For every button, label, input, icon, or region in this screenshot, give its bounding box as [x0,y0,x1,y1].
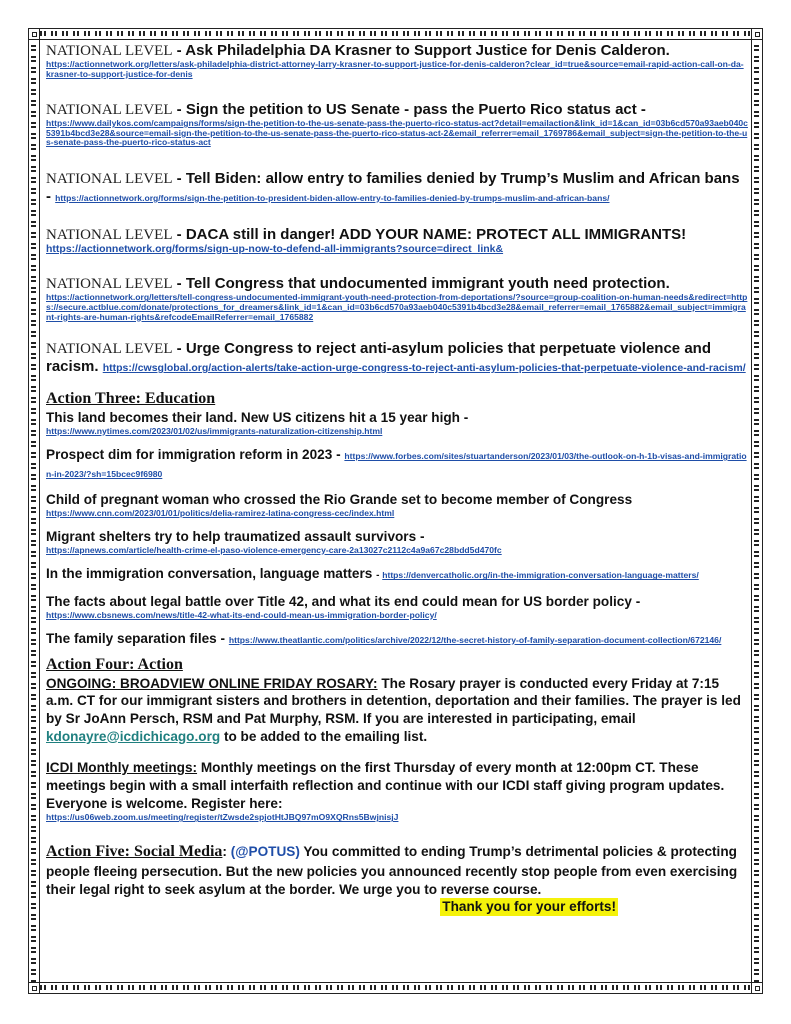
level-label: NATIONAL LEVEL [46,341,173,358]
item-headline: In the immigration conversation, language matters [46,566,377,582]
action-link[interactable]: https://actionnetwork.org/forms/sign-the-petition-to-president-biden-allow-entry-to-families-denied-by-trumps-muslim-and-african-bans/ [55,192,610,203]
national-item-krasner: NATIONAL LEVEL - Ask Philadelphia DA Krasner to Support Justice for Denis Calderon. https://actionnetwork.org/letters/ask-philadelphia-district-attorney-larry-krasner-to-support-justice-for-denis-calderon?clear_id=true&source=email-rapid-action-call-on-da-krasner-to-support-justice-for-denis [46,42,748,79]
education-item: Prospect dim for immigration reform in 2023 - https://www.forbes.com/sites/stuartanderson/2023/01/03/the-outlook-on-h-1b-visas-and-immigration-in-2023/?sh=15bcec9f6980 [46,447,747,479]
item-headline: The family separation files [46,630,221,646]
decorative-border-top [28,28,763,40]
section-heading-action: Action Four: Action [46,655,183,673]
level-label: NATIONAL LEVEL [46,170,173,187]
national-item-daca: NATIONAL LEVEL - DACA still in danger! ADD YOUR NAME: PROTECT ALL IMMIGRANTS! https://actionnetwork.org/forms/sign-up-now-to-defend-all-immigrants?source=direct_link& [46,226,748,256]
national-item-muslim-ban: NATIONAL LEVEL - Tell Biden: allow entry to families denied by Trump’s Muslim and African bans - https://actionnetwork.org/forms/sign-the-petition-to-president-biden-allow-entry-to-families-denied-by-trumps-muslim-and-african-bans/ [46,169,740,205]
education-item [46,491,748,518]
national-item-puerto-rico: NATIONAL LEVEL - Sign the petition to US Senate - pass the Puerto Rico status act - https://www.dailykos.com/campaigns/forms/sign-the-petition-to-the-us-senate-pass-the-puerto-rico-status-act?detail=emailaction&link_id=1&can_id=03b6cd570a93aeb040c5391b4bcd3e28&source=email-sign-the-petition-to-the-us-senate-pass-the-puerto-rico-status-act-2&email_referrer=email_1769786&email_subject=sign-the-petition-to-the-us-senate-pass-the-puerto-rico-status-act [46,101,748,148]
item-headline: DACA still in danger! ADD YOUR NAME: PROTECT ALL IMMIGRANTS! [185,225,687,243]
level-label: NATIONAL LEVEL [46,43,173,59]
article-link[interactable]: https://www.cnn.com/2023/01/01/politics/delia-ramirez-latina-congress-cec/index.html [46,507,395,518]
item-headline: Migrant shelters try to help traumatized assault survivors [46,529,420,545]
rosary-title: ONGOING: BROADVIEW ONLINE FRIDAY ROSARY: [46,675,378,691]
meeting-register-link[interactable]: https://us06web.zoom.us/meeting/register/tZwsde2spjotHtJBQ97mO9XQRns5BwjnisjJ [46,812,399,823]
item-headline: Ask Philadelphia DA Krasner to Support Justice for Denis Calderon. [185,42,670,59]
education-item: This land becomes their land. New US citizens hit a 15 year high - https://www.nytimes.com/2023/01/02/us/immigrants-naturalization-citizenship.html [46,409,748,436]
education-item: The facts about legal battle over Title 42, and what its end could mean for US border policy - https://www.cbsnews.com/news/title-42-what-its-end-could-mean-us-immigration-border-policy/ [46,593,748,620]
item-headline: Prospect dim for immigration reform in 2023 [46,447,337,463]
border-corner-icon [28,28,40,40]
border-corner-icon [751,982,763,994]
item-headline: Sign the petition to US Senate - pass the Puerto Rico status act - [185,101,646,119]
decorative-border-left [28,28,40,994]
item-headline: Tell Biden: allow entry to families denied by Trump’s Muslim and African bans - [46,169,740,205]
article-link[interactable]: https://www.forbes.com/sites/stuartanderson/2023/01/03/the-outlook-on-h-1b-visas-and-immigration-in-2023/?sh=15bcec9f6980 [46,451,747,479]
level-label: NATIONAL LEVEL [46,102,173,119]
rosary-email-link[interactable]: kdonayre@icdichicago.org [46,728,221,744]
action-link[interactable]: https://actionnetwork.org/letters/ask-philadelphia-district-attorney-larry-krasner-to-support-justice-for-denis-calderon?clear_id=true&source=email-rapid-action-call-on-da-krasner-to-support-justice-for-denis [46,58,744,79]
article-link[interactable]: https://www.theatlantic.com/politics/archive/2022/12/the-secret-history-of-family-separation-document-collection/672146/ [228,634,722,645]
education-item: In the immigration conversation, language matters - https://denvercatholic.org/in-the-immigration-conversation-language-matters/ [46,566,699,582]
action-link[interactable]: https://actionnetwork.org/forms/sign-up-now-to-defend-all-immigrants?source=direct_link& [46,242,504,255]
section-heading-social-media: Action Five: Social Media [46,843,223,861]
decorative-border-right [751,28,763,994]
potus-handle: (@POTUS) [230,844,300,860]
action-link[interactable]: https://www.dailykos.com/campaigns/forms/sign-the-petition-to-the-us-senate-pass-the-puerto-rico-status-act?detail=emailaction&link_id=1&can_id=03b6cd570a93aeb040c5391b4bcd3e28&source=email-sign-the-petition-to-the-us-senate-pass-the-puerto-rico-status-act-2&email_referrer=email_1769786&email_subject=sign-the-petition-to-the-us-senate-pass-the-puerto-rico-status-act [46,118,748,148]
item-headline: Urge Congress to reject anti-asylum policies that perpetuate violence and racism. [46,340,711,376]
social-media-paragraph: Action Five: Social Media: (@POTUS) You committed to ending Trump’s detrimental policies & protecting people fleeing persecution. But the new policies you announced recently stop people from even exercising their legal right to seek asylum at the border. We urge you to reverse course. Thank you for your efforts! [46,843,738,915]
level-label: NATIONAL LEVEL [46,226,173,243]
article-link[interactable]: https://www.cbsnews.com/news/title-42-what-its-end-could-mean-us-immigration-border-policy/ [46,609,437,620]
education-item: The family separation files - https://www.theatlantic.com/politics/archive/2022/12/the-secret-history-of-family-separation-document-collection/672146/ [46,630,722,646]
document-page [28,28,763,994]
decorative-border-bottom [28,982,763,994]
meetings-title: ICDI Monthly meetings: [46,760,198,776]
item-headline: Tell Congress that undocumented immigrant youth need protection. [185,275,670,293]
education-item: Migrant shelters try to help traumatized assault survivors - https://apnews.com/article/health-crime-el-paso-violence-emergency-care-2a13027c2112c4a9a67c28bdd5d470fc [46,528,748,555]
thank-you-highlight: Thank you for your efforts! [442,899,616,915]
action-link[interactable]: https://cwsglobal.org/action-alerts/take-action-urge-congress-to-reject-anti-asylum-policies-that-perpetuate-violence-and-racism/ [102,362,746,375]
item-headline: Child of pregnant woman who crossed the Rio Grande set to become member of Congress [46,492,633,508]
article-link[interactable]: https://www.nytimes.com/2023/01/02/us/immigrants-naturalization-citizenship.html [46,425,383,436]
section-heading-education: Action Three: Education [46,390,216,407]
national-item-youth: NATIONAL LEVEL - Tell Congress that undocumented immigrant youth need protection. https://actionnetwork.org/letters/tell-congress-undocumented-immigrant-youth-need-protection-from-deportations/?source=group-coalition-on-human-needs&redirect=https://secure.actblue.com/donate/protections_for_dreamers&link_id=1&can_id=03b6cd570a93aeb040c5391b4bcd3e28&email_referrer=email_1765882&email_subject=immigrant-rights-are-human-rights&refcodeEmailReferrer=email_1765882 [46,275,748,322]
article-link[interactable]: https://denvercatholic.org/in-the-immigration-conversation-language-matters/ [382,570,699,581]
border-corner-icon [28,982,40,994]
rosary-paragraph: ONGOING: BROADVIEW ONLINE FRIDAY ROSARY: The Rosary prayer is conducted every Friday at 7:15 a.m. CT for our immigrant sisters and brothers in detention, deportation and their families. The prayer is led by Sr JoAnn Persch, RSM and Pat Murphy, RSM. If you are interested in participating, email kdonayre@icdichicago.org to be added to the emailing list. [46,675,741,744]
document-content [46,42,748,916]
action-link[interactable]: https://actionnetwork.org/letters/tell-congress-undocumented-immigrant-youth-need-protection-from-deportations/?source=group-coalition-on-human-needs&redirect=https://secure.actblue.com/donate/protections_for_dreamers&link_id=1&can_id=03b6cd570a93aeb040c5391b4bcd3e28&email_referrer=email_1765882&email_subject=immigrant-rights-are-human-rights&refcodeEmailReferrer=email_1765882 [46,292,748,322]
article-link[interactable]: https://apnews.com/article/health-crime-el-paso-violence-emergency-care-2a13027c2112c4a9a67c28bdd5d470fc [46,544,502,555]
item-headline: The facts about legal battle over Title 42, and what its end could mean for US border policy [46,593,636,609]
border-corner-icon [751,28,763,40]
level-label: NATIONAL LEVEL [46,276,173,293]
meetings-paragraph: ICDI Monthly meetings: Monthly meetings on the first Thursday of every month at 12:00pm CT. These meetings begin with a small interfaith reflection and continue with our ICDI staff giving program updates. Everyone is welcome. Register here: [46,760,725,811]
national-item-asylum: NATIONAL LEVEL - Urge Congress to reject anti-asylum policies that perpetuate violence and racism. https://cwsglobal.org/action-alerts/take-action-urge-congress-to-reject-anti-asylum-policies-that-perpetuate-violence-and-racism/ [46,340,746,376]
item-headline: This land becomes their land. New US citizens hit a 15 year high [46,410,464,425]
